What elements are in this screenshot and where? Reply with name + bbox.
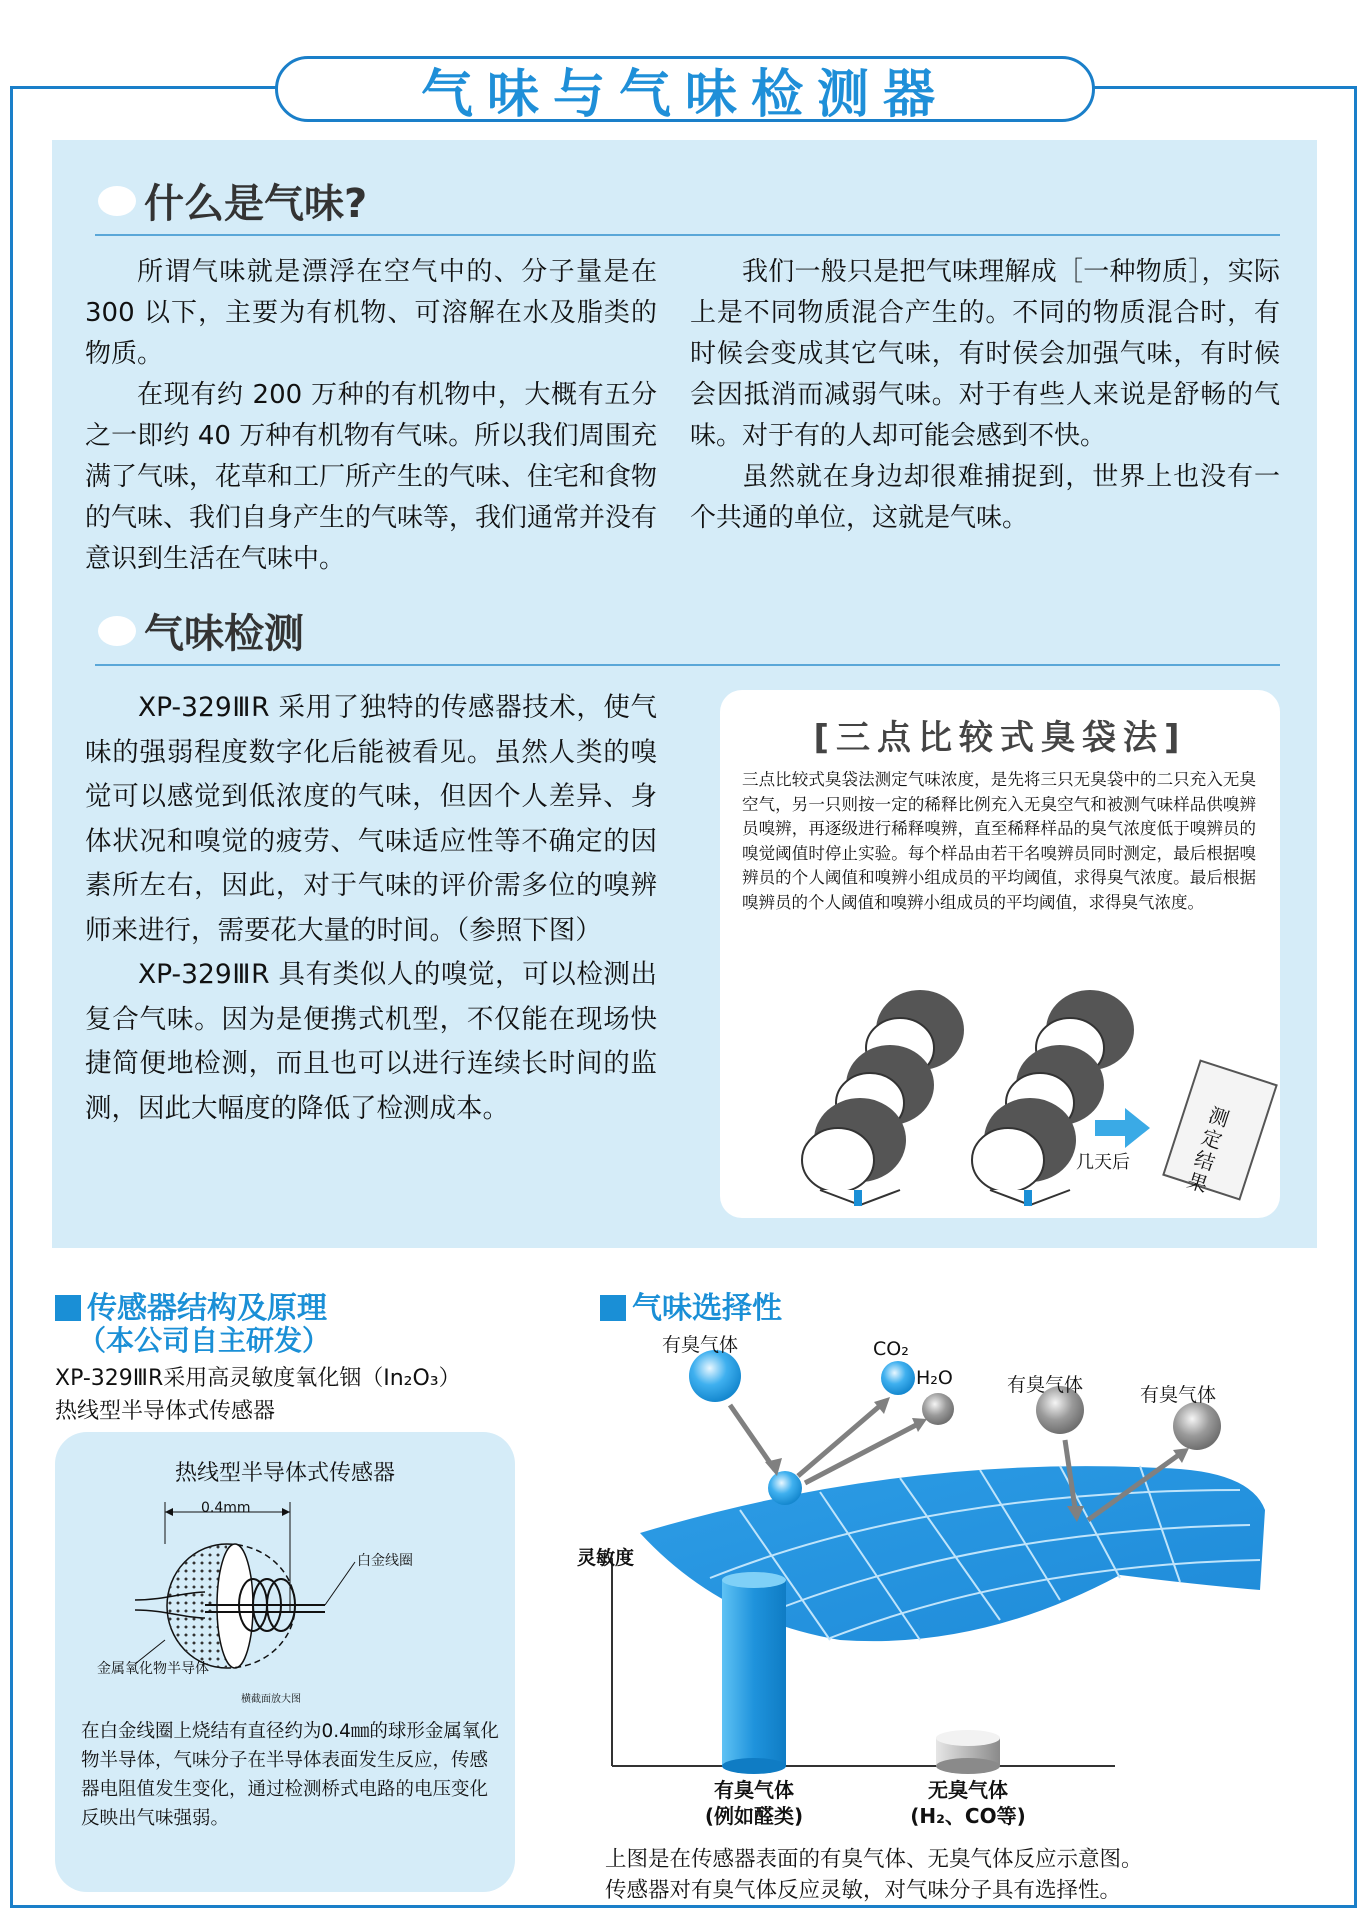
bullet-dot-icon [98,186,136,216]
selectivity-heading-text: 气味选择性 [632,1291,782,1326]
paragraph: 所谓气味就是漂浮在空气中的、分子量是在 300 以下，主要为有机物、可溶解在水及脂类的物质。 [85,257,657,369]
paragraph: 我们一般只是把气味理解成［一种物质］，实际上是不同物质混合产生的。不同的物质混合时，有时候会变成其它气味，有时侯会加强气味，有时候会因抵消而减弱气味。对于有些人来说是舒畅的气味。对于有的人却可能会感到不快。 [690,257,1280,451]
sensor-description: 在白金线圈上烧结有直径约为0.4㎜的球形金属氧化物半导体，气味分子在半导体表面发生反应，传感器电阻值发生变化，通过检测桥式电路的电压变化反映出气味强弱。 [81,1721,499,1829]
method-text: 三点比较式臭袋法测定气味浓度，是先将三只无臭袋中的二只充入无臭空气，另一只则按一定的稀释比例充入无臭空气和被测气味样品供嗅辨员嗅辨，再逐级进行稀释嗅辨，直至稀释样品的臭气浓度低于嗅辨员的嗅觉阈值时停止实验。每个样品由若干名嗅辨员同时测定，最后根据嗅辨员的个人阈值和嗅辨小组成员的平均阈值，求得臭气浓度。最后根据嗅辨员的个人阈值和嗅辨小组成员的平均阈值，求得臭气浓度。 [742,770,1256,912]
odor-gas-label-1: 有臭气体 [662,1334,739,1356]
bar-odorous-gas [722,1572,786,1774]
section2-rule [95,664,1280,666]
sensor-intro-line1: XP-329ⅢR采用高灵敏度氧化铟（In₂O₃） [55,1366,461,1391]
bar2-caption [898,1777,1038,1829]
paragraph: 虽然就在身边却很难捕捉到，世界上也没有一个共通的单位，这就是气味。 [690,462,1280,533]
sensor-heading-text: 传感器结构及原理 [87,1291,327,1326]
method-title: [三点比较式臭袋法] [813,718,1187,758]
sensor-panel-title: 热线型半导体式传感器 [174,1461,395,1486]
sensor-subheading: （本公司自主研发） [78,1324,331,1357]
paragraph: 在现有约 200 万种的有机物中，大概有五分之一即约 40 万种有机物有气味。所以我们周围充满了气味，花草和工厂所产生的气味、住宅和食物的气味、我们自身产生的气味等，我们通常并没有意识到生活在气味中。 [85,380,658,574]
co2-label: CO₂ [873,1338,909,1360]
h2o-molecule [922,1393,954,1425]
section1-left-text [85,252,657,580]
sniffers-illustration [720,690,1280,1218]
sniffer-head-icon [802,1098,906,1206]
selectivity-caption [605,1844,1143,1906]
selectivity-diagram [600,1320,1369,1840]
caption-line2: 传感器对有臭气体反应灵敏，对气味分子具有选择性。 [605,1878,1122,1903]
arrow-icon [730,1405,775,1470]
odor-molecule-gray [1173,1402,1221,1450]
arrow-right-icon [1095,1108,1150,1148]
semiconductor-label: 金属氧化物半导体 [97,1661,209,1677]
days-later-label: 几天后 [1076,1152,1130,1173]
odor-gas-label-3: 有臭气体 [1140,1384,1217,1406]
square-bullet-icon [55,1295,81,1321]
bar2-label: 无臭气体 [928,1778,1008,1802]
dimension-label: 0.4mm [201,1500,251,1516]
bullet-dot-icon [98,616,136,646]
odor-gas-label-2: 有臭气体 [1007,1374,1084,1396]
bar1-sublabel: (例如醛类) [704,1804,804,1828]
page-title: 气味与气味检测器 [420,64,949,125]
bar-odorless-gas [936,1730,1000,1774]
odor-molecule-blue [689,1350,741,1402]
method-box [720,690,1280,1218]
sensor-intro-line2: 热线型半导体式传感器 [55,1399,276,1424]
cross-section-label: 横截面放大图 [241,1694,301,1705]
caption-line1: 上图是在传感器表面的有臭气体、无臭气体反应示意图。 [605,1847,1143,1872]
result-label: 测定结果 [1184,1102,1233,1198]
sensor-panel [55,1432,515,1892]
sniffer-head-icon [972,1098,1076,1206]
section1-rule [95,234,1280,236]
section2-header [98,602,304,659]
coil-label: 白金线圈 [357,1553,413,1569]
paragraph: XP-329ⅢR 采用了独特的传感器技术，使气味的强弱程度数字化后能被看见。虽然人类的嗅觉可以感觉到低浓度的气味，但因个人差异、身体状况和嗅觉的疲劳、气味适应性等不确定的因素所左右，因此，对于气味的评价需多位的嗅辨师来进行，需要花大量的时间。（参照下图） [85,692,657,946]
paragraph: XP-329ⅢR 具有类似人的嗅觉，可以检测出复合气味。因为是便携式机型，不仅能在现场快捷简便地检测，而且也可以进行连续长时间的监测，因此大幅度的降低了检测成本。 [85,959,657,1124]
co2-molecule [881,1361,915,1395]
section2-heading: 气味检测 [144,611,304,657]
molecule-adsorbed [768,1471,802,1505]
section2-text [85,686,657,1131]
square-bullet-icon [600,1295,626,1321]
section1-heading: 什么是气味? [144,181,368,227]
bar1-label: 有臭气体 [714,1778,794,1802]
section1-header [98,172,367,229]
sensitivity-axis-label: 灵敏度 [577,1547,635,1569]
page-title-banner [275,56,1095,125]
bar1-caption [684,1777,824,1829]
bar2-sublabel: (H₂、CO等) [910,1804,1026,1828]
h2o-label: H₂O [916,1367,953,1389]
section1-right-text [690,252,1280,539]
